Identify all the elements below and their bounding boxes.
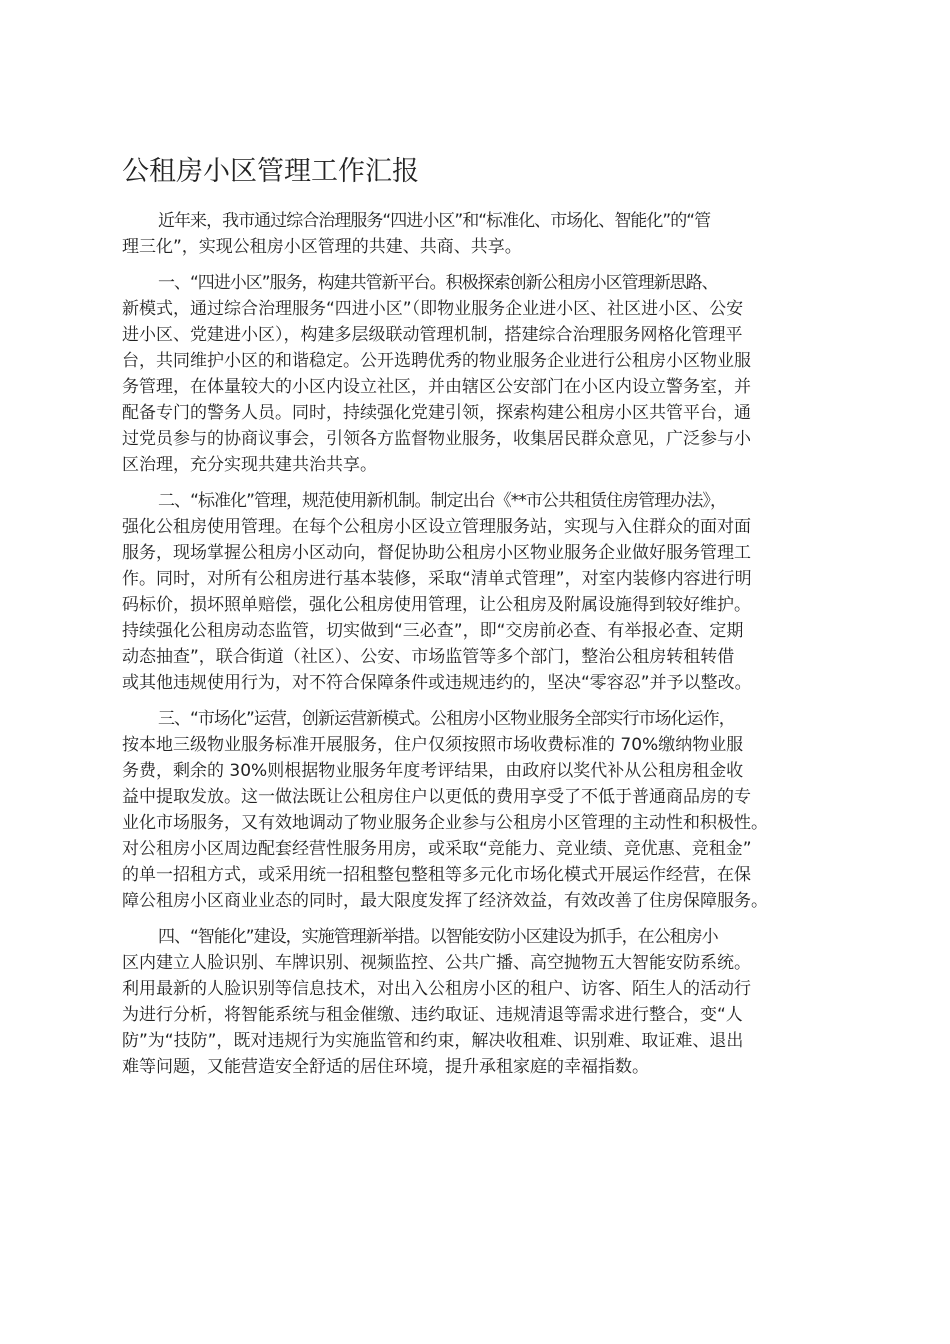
text-line: 四、“智能化”建设，实施管理新举措。以智能安防小区建设为抓手，在公租房小 — [158, 927, 718, 947]
text-line: 近年来，我市通过综合治理服务“四进小区”和“标准化、市场化、智能化”的“管 — [158, 211, 711, 231]
text-line: 进小区、党建进小区），构建多层级联动管理机制，搭建综合治理服务网格化管理平 — [122, 325, 743, 345]
text-line: 三、“市场化”运营，创新运营新模式。公租房小区物业服务全部实行市场化运作， — [158, 709, 735, 729]
text-line: 的单一招租方式，或采用统一招租整包整租等多元化市场化模式开展运作经营，在保 — [122, 865, 751, 885]
paragraph-intro — [122, 208, 852, 260]
document-body — [122, 208, 852, 1090]
text-line: 务管理，在体量较大的小区内设立社区，并由辖区公安部门在小区内设立警务室，并 — [122, 377, 751, 397]
text-line: 业化市场服务，又有效地调动了物业服务企业参与公租房小区管理的主动性和积极性。 — [122, 813, 768, 833]
text-line: 码标价，损坏照单赔偿，强化公租房使用管理，让公租房及附属设施得到较好维护。 — [122, 595, 751, 615]
text-line: 为进行分析，将智能系统与租金催缴、违约取证、违规清退等需求进行整合，变“人 — [122, 1005, 743, 1025]
text-line: 障公租房小区商业业态的同时，最大限度发挥了经济效益，有效改善了住房保障服务。 — [122, 891, 768, 911]
text-line: 区治理，充分实现共建共治共享。 — [122, 455, 377, 475]
text-line: 二、“标准化”管理，规范使用新机制。制定出台《**市公共租赁住房管理办法》， — [158, 491, 727, 511]
text-line: 理三化”，实现公租房小区管理的共建、共商、共享。 — [122, 237, 522, 257]
text-line: 按本地三级物业服务标准开展服务，住户仅须按照市场收费标准的 70%缴纳物业服 — [122, 735, 744, 755]
text-line: 服务，现场掌握公租房小区动向，督促协助公租房小区物业服务企业做好服务管理工 — [122, 543, 751, 563]
text-line: 作。同时，对所有公租房进行基本装修，采取“清单式管理”，对室内装修内容进行明 — [122, 569, 752, 589]
paragraph-section-4 — [122, 924, 852, 1080]
paragraph-section-2 — [122, 488, 852, 696]
text-line: 动态抽查”，联合街道（社区）、公安、市场监管等多个部门，整治公租房转租转借 — [122, 647, 735, 667]
text-line: 台，共同维护小区的和谐稳定。公开选聘优秀的物业服务企业进行公租房小区物业服 — [122, 351, 751, 371]
document-title: 公租房小区管理工作汇报 — [122, 156, 419, 187]
text-line: 一、“四进小区”服务，构建共管新平台。积极探索创新公租房小区管理新思路、 — [158, 273, 718, 293]
text-line: 过党员参与的协商议事会，引领各方监督物业服务，收集居民群众意见，广泛参与小 — [122, 429, 751, 449]
text-line: 持续强化公租房动态监管，切实做到“三必查”，即“交房前必查、有举报必查、定期 — [122, 621, 744, 641]
text-line: 利用最新的人脸识别等信息技术，对出入公租房小区的租户、访客、陌生人的活动行 — [122, 979, 751, 999]
text-line: 防”为“技防”，既对违规行为实施监管和约束，解决收租难、识别难、取证难、退出 — [122, 1031, 744, 1051]
text-line: 新模式，通过综合治理服务“四进小区”（即物业服务企业进小区、社区进小区、公安 — [122, 299, 744, 319]
text-line: 区内建立人脸识别、车牌识别、视频监控、公共广播、高空抛物五大智能安防系统。 — [122, 953, 751, 973]
text-line: 益中提取发放。这一做法既让公租房住户以更低的费用享受了不低于普通商品房的专 — [122, 787, 751, 807]
paragraph-section-1 — [122, 270, 852, 478]
text-line: 难等问题，又能营造安全舒适的居住环境，提升承租家庭的幸福指数。 — [122, 1057, 649, 1077]
text-line: 或其他违规使用行为，对不符合保障条件或违规违约的，坚决“零容忍”并予以整改。 — [122, 673, 752, 693]
text-line: 配备专门的警务人员。同时，持续强化党建引领，探索构建公租房小区共管平台，通 — [122, 403, 751, 423]
text-line: 对公租房小区周边配套经营性服务用房，或采取“竞能力、竞业绩、竞优惠、竞租金” — [122, 839, 752, 859]
text-line: 务费，剩余的 30%则根据物业服务年度考评结果，由政府以奖代补从公租房租金收 — [122, 761, 744, 781]
paragraph-section-3 — [122, 706, 852, 914]
text-line: 强化公租房使用管理。在每个公租房小区设立管理服务站，实现与入住群众的面对面 — [122, 517, 751, 537]
